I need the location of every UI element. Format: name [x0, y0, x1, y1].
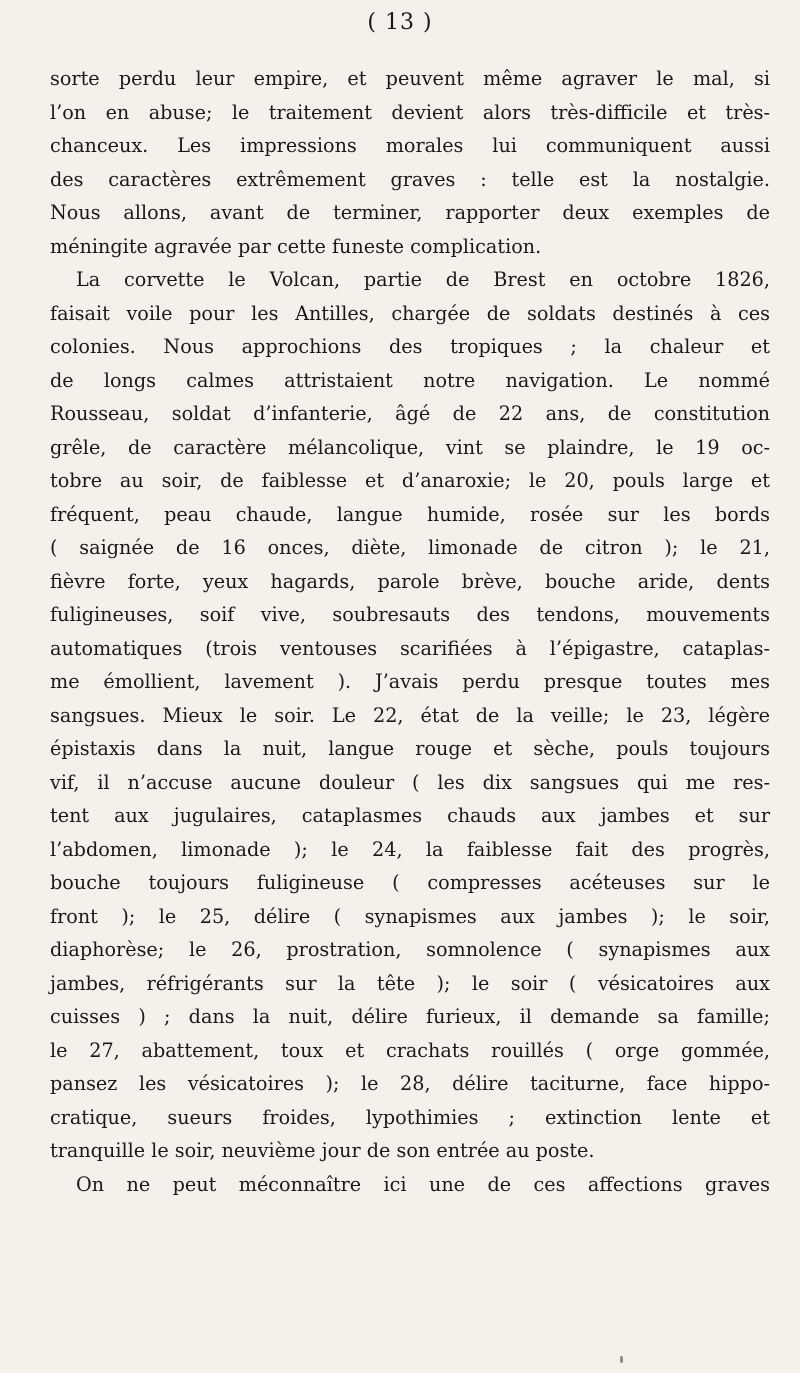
text-line: automatiques (trois ventouses scarifiées à l’épigastre, cataplas-: [50, 636, 770, 660]
page-number: ( 13 ): [367, 10, 433, 35]
text-line: tobre au soir, de faiblesse et d’anaroxie; le 20, pouls large et: [50, 469, 770, 492]
text-line: On ne peut méconnaître ici une de ces affections graves: [76, 1172, 770, 1196]
text-line: pansez les vésicatoires ); le 28, délire taciturne, face hippo-: [50, 1072, 770, 1095]
body-text: [50, 62, 770, 1201]
text-line: ( saignée de 16 onces, diète, limonade de citron ); le 21,: [50, 536, 770, 559]
text-line: méningite agravée par cette funeste complication.: [50, 234, 542, 258]
text-line: diaphorèse; le 26, prostration, somnolence ( synapismes aux: [50, 938, 770, 961]
text-line: Nous allons, avant de terminer, rapporter deux exemples de: [50, 201, 770, 224]
text-line: faisait voile pour les Antilles, chargée de soldats destinés à ces: [50, 301, 770, 325]
text-line: front ); le 25, délire ( synapismes aux jambes ); le soir,: [50, 904, 770, 928]
text-line: fièvre forte, yeux hagards, parole brève, bouche aride, dents: [50, 569, 770, 593]
text-line: le 27, abattement, toux et crachats rouillés ( orge gommée,: [50, 1038, 770, 1062]
text-line: cuisses ) ; dans la nuit, délire furieux, il demande sa famille;: [50, 1005, 770, 1028]
text-line: l’on en abuse; le traitement devient alors très-difficile et très-: [50, 100, 770, 124]
text-line: bouche toujours fuligineuse ( compresses acéteuses sur le: [50, 871, 770, 894]
text-line: l’abdomen, limonade ); le 24, la faiblesse fait des progrès,: [50, 837, 770, 861]
text-line: des caractères extrêmement graves : telle est la nostalgie.: [50, 167, 770, 191]
text-line: tent aux jugulaires, cataplasmes chauds aux jambes et sur: [50, 804, 770, 827]
text-line: Rousseau, soldat d’infanterie, âgé de 22 ans, de constitution: [50, 402, 770, 425]
ink-speck: [620, 1356, 623, 1363]
text-line: La corvette le Volcan, partie de Brest en octobre 1826,: [76, 268, 770, 291]
text-line: sorte perdu leur empire, et peuvent même agraver le mal, si: [50, 67, 770, 90]
text-line: me émollient, lavement ). J’avais perdu presque toutes mes: [50, 670, 770, 693]
text-line: colonies. Nous approchions des tropiques ; la chaleur et: [50, 335, 770, 358]
text-line: cratique, sueurs froides, lypothimies ; extinction lente et: [50, 1105, 770, 1129]
text-line: fréquent, peau chaude, langue humide, rosée sur les bords: [50, 502, 770, 526]
text-line: de longs calmes attristaient notre navigation. Le nommé: [50, 368, 770, 392]
text-line: tranquille le soir, neuvième jour de son entrée au poste.: [50, 1139, 595, 1162]
text-line: jambes, réfrigérants sur la tête ); le soir ( vésicatoires aux: [50, 971, 770, 995]
text-line: sangsues. Mieux le soir. Le 22, état de la veille; le 23, légère: [50, 703, 770, 727]
text-line: vif, il n’accuse aucune douleur ( les dix sangsues qui me res-: [50, 770, 770, 794]
text-line: grêle, de caractère mélancolique, vint se plaindre, le 19 oc-: [50, 435, 770, 459]
text-line: fuligineuses, soif vive, soubresauts des tendons, mouvements: [50, 603, 770, 626]
text-line: chanceux. Les impressions morales lui communiquent aussi: [50, 134, 770, 157]
text-line: épistaxis dans la nuit, langue rouge et sèche, pouls toujours: [50, 737, 770, 760]
